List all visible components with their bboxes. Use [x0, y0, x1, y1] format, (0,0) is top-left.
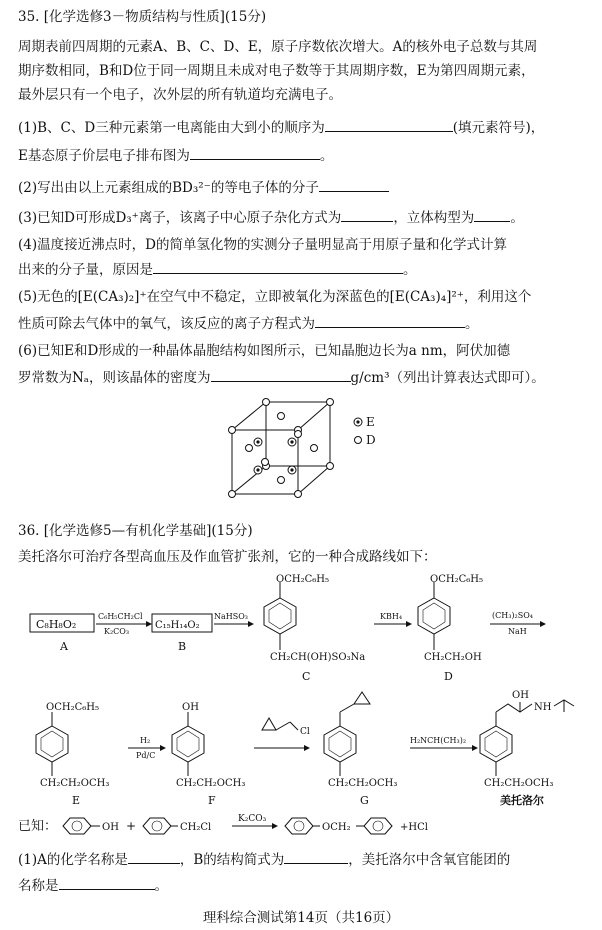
q35-part5b-text: 性质可除去气体中的氧气，该反应的离子方程式为: [18, 316, 315, 332]
crystal-cell-figure: [218, 392, 398, 502]
q35-part6a: (6)已知E和D形成的一种晶体晶胞结构如图所示，已知晶胞边长为a nm，阿伏加德: [18, 343, 511, 359]
reagent-1-bottom: K₂CO₃: [104, 627, 130, 636]
known-oh: OH: [102, 822, 119, 833]
q36-part1-text-a: (1)A的化学名称是: [18, 852, 128, 868]
compound-a-formula: C₈H₈O₂: [36, 618, 77, 631]
label-a: A: [60, 640, 68, 653]
metoprolol-nh: NH: [534, 702, 552, 713]
q35-part4a: (4)温度接近沸点时，D的简单氢化物的实测分子量明显高于用原子量和化学式计算: [18, 237, 507, 253]
answer-blank[interactable]: [319, 178, 389, 192]
q35-part3-tail: 。: [510, 210, 524, 226]
compound-g-chain: CH₂CH₂OCH₃: [328, 778, 398, 789]
q35-part6-unit: g/cm³（列出计算表达式即可）。: [350, 370, 545, 386]
compound-d-chain: CH₂CH₂OH: [424, 652, 482, 663]
answer-blank[interactable]: [284, 850, 348, 864]
compound-e-chain: CH₂CH₂OCH₃: [40, 778, 110, 789]
known-label: 已知：: [18, 819, 58, 834]
q35-part1a: [18, 118, 590, 137]
q35-header: 35. [化学选修3－物质结构与性质](15分): [18, 9, 267, 25]
q35-part4b: [18, 260, 590, 279]
known-reaction: [0, 808, 602, 848]
known-plus: +: [126, 819, 137, 833]
q35-part1a-tail: (填元素符号)，: [452, 120, 545, 136]
q36-header: 36. [化学选修5—有机化学基础](15分): [18, 523, 253, 539]
reagent-4-bottom: NaH: [508, 627, 527, 636]
answer-blank[interactable]: [153, 260, 403, 274]
q35-part3-text: (3)已知D可形成D₃⁺离子，该离子中心原子杂化方式为: [18, 210, 342, 226]
answer-blank[interactable]: [211, 368, 351, 382]
label-metoprolol: 美托洛尔: [500, 794, 544, 807]
reagent-2: NaHSO₃: [214, 612, 248, 621]
q36-part1-tail: 。: [154, 878, 168, 894]
q35-part4b-text: 出来的分子量，原因是: [18, 262, 153, 278]
label-b: B: [178, 640, 187, 653]
q35-part2-text: (2)写出由以上元素组成的BD₃²⁻的等电子体的分子: [18, 180, 319, 196]
q35-part2: [18, 178, 590, 197]
reagent-4-top: (CH₃)₂SO₄: [492, 611, 533, 620]
known-k2co3: K₂CO₃: [238, 814, 267, 824]
label-e: E: [72, 794, 81, 807]
compound-e-substituent: OCH₂C₆H₅: [46, 702, 99, 713]
q35-part4-tail: 。: [403, 262, 417, 278]
compound-c-chain: CH₂CH(OH)SO₃Na: [270, 652, 366, 663]
label-f: F: [208, 794, 216, 807]
answer-blank[interactable]: [59, 876, 155, 890]
answer-blank[interactable]: [315, 314, 465, 328]
compound-f-chain: CH₂CH₂OCH₃: [176, 778, 246, 789]
reagent-6: H₂NCH(CH₃)₂: [410, 736, 467, 745]
metoprolol-oh: OH: [512, 690, 529, 701]
q35-intro-line2: 期序数相同，B和D位于同一周期且未成对电子数等于其周期序数，E为第四周期元素，: [18, 63, 535, 79]
q36-intro: 美托洛尔可治疗各型高血压及作血管扩张剂，它的一种合成路线如下：: [18, 549, 437, 565]
q35-part1b: [18, 146, 590, 165]
q35-part1a-text: (1)B、C、D三种元素第一电离能由大到小的顺序为: [18, 120, 325, 136]
answer-blank[interactable]: [341, 208, 393, 222]
compound-d-substituent: OCH₂C₆H₅: [430, 574, 483, 585]
reagent-1-top: C₆H₅CH₂Cl: [98, 612, 143, 621]
label-g: G: [360, 794, 369, 807]
q35-part6b-text: 罗常数为Nₐ，则该晶体的密度为: [18, 370, 211, 386]
legend-d-label: D: [366, 433, 376, 447]
known-och2: OCH₂: [322, 822, 351, 833]
epoxide-chloride: Cl: [300, 727, 310, 737]
metoprolol-chain: CH₂CH₂OCH₃: [484, 778, 554, 789]
q35-part6b: [18, 368, 590, 387]
synthesis-route-row2: [0, 690, 602, 808]
q36-part1-text-b: ，B的结构简式为: [179, 852, 285, 868]
q35-intro-line1: 周期表前四周期的元素A、B、C、D、E，原子序数依次增大。A的核外电子总数与其周: [18, 39, 538, 55]
q35-part3-text-b: ，立体构型为: [393, 210, 475, 226]
q35-part3: [18, 208, 590, 227]
synthesis-route-row1: [0, 572, 602, 692]
q35-part5-tail: 。: [465, 316, 479, 332]
answer-blank[interactable]: [474, 208, 510, 222]
compound-c-substituent: OCH₂C₆H₅: [276, 574, 329, 585]
q36-part1-text-d: 名称是: [18, 878, 59, 894]
q35-part1b-tail: 。: [319, 148, 334, 164]
known-hcl: +HCl: [400, 822, 428, 833]
q35-intro-line3: 最外层只有一个电子，次外层的所有轨道均充满电子。: [18, 87, 342, 103]
reagent-3: KBH₄: [380, 612, 403, 621]
q36-part1b: [18, 876, 590, 895]
label-c: C: [302, 670, 311, 683]
q36-part1-text-c: ，美托洛尔中含氧官能团的: [348, 852, 511, 868]
q35-part1b-text: E基态原子价层电子排布图为: [18, 148, 190, 164]
known-ch2cl: CH₂Cl: [180, 822, 212, 833]
q35-part5b: [18, 314, 590, 333]
answer-blank[interactable]: [190, 146, 320, 160]
q35-part5a: (5)无色的[E(CA₃)₂]⁺在空气中不稳定，立即被氧化为深蓝色的[E(CA₃)₄]²⁺，利用这个: [18, 289, 532, 305]
reagent-5-bottom: Pd/C: [136, 751, 156, 760]
answer-blank[interactable]: [128, 850, 180, 864]
page-footer: 理科综合测试第14页（共16页）: [202, 910, 400, 926]
reagent-5-top: H₂: [140, 736, 151, 745]
compound-f-substituent: OH: [182, 702, 199, 713]
compound-b-formula: C₁₅H₁₄O₂: [155, 620, 200, 631]
legend-e-label: E: [366, 415, 375, 429]
label-d: D: [444, 670, 453, 683]
q36-part1a: [18, 850, 590, 869]
answer-blank[interactable]: [325, 118, 453, 132]
